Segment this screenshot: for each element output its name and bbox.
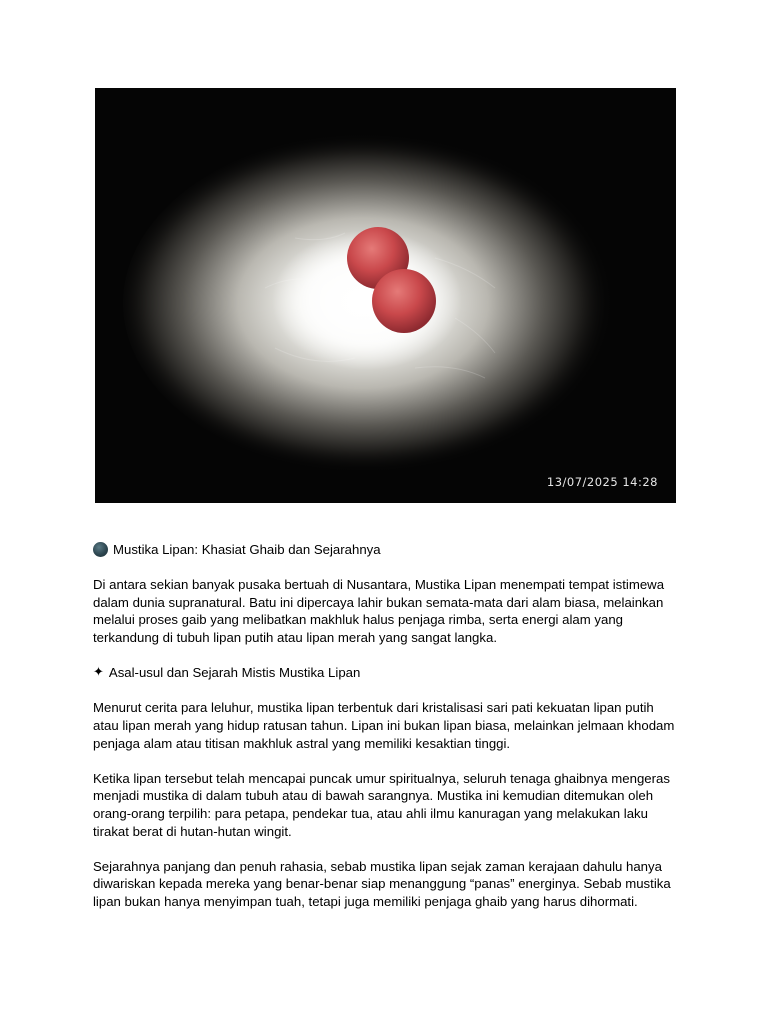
section-heading-line [93, 664, 683, 682]
red-stone-lower [372, 269, 436, 333]
body-paragraph: Ketika lipan tersebut telah mencapai puncak umur spiritualnya, seluruh tenaga ghaibnya mengeras menjadi mustika di dalam tubuh atau di bawah sarangnya. Mustika ini kemudian ditemukan oleh orang-orang terpilih: para petapa, pendekar tua, atau ahli ilmu kanuragan yang melakukan laku tirakat berat di hutan-hutan wingit. [93, 770, 670, 839]
section-heading: Asal-usul dan Sejarah Mistis Mustika Lipan [108, 665, 361, 681]
article-title: Mustika Lipan: Khasiat Ghaib dan Sejarahnya [113, 542, 381, 557]
photo-illustration [95, 88, 676, 503]
sparkle-icon: ✦ [93, 665, 104, 681]
intro-paragraph: Di antara sekian banyak pusaka bertuah di Nusantara, Mustika Lipan menempati tempat istimewa dalam dunia supranatural. Batu ini dipercaya lahir bukan semata-mata dari alam biasa, melainkan melalui proses gaib yang melibatkan makhluk halus penjaga rimba, serta energi alam yang terkandung di tubuh lipan putih atau lipan merah yang sangat langka. [93, 577, 665, 645]
body-paragraph: Menurut cerita para leluhur, mustika lipan terbentuk dari kristalisasi sari pati kekuatan lipan putih atau lipan merah yang hidup ratusan tahun. Lipan ini bukan lipan biasa, melainkan jelmaan khodam penjaga alam atau titisan makhluk astral yang memiliki kesaktian tinggi. [93, 700, 675, 751]
body-paragraph: Sejarahnya panjang dan penuh rahasia, sebab mustika lipan sejak zaman kerajaan dahulu hanya diwariskan kepada mereka yang benar-benar siap menanggung “panas” energinya. Sebab mustika lipan bukan hanya menyimpan tuah, tetapi juga memiliki penjaga ghaib yang harus dihormati. [93, 858, 671, 909]
article [93, 541, 683, 928]
new-moon-icon [93, 542, 108, 557]
article-title-line [93, 541, 683, 559]
photo-timestamp: 13/07/2025 14:28 [546, 475, 658, 489]
mustika-photo [95, 88, 676, 503]
